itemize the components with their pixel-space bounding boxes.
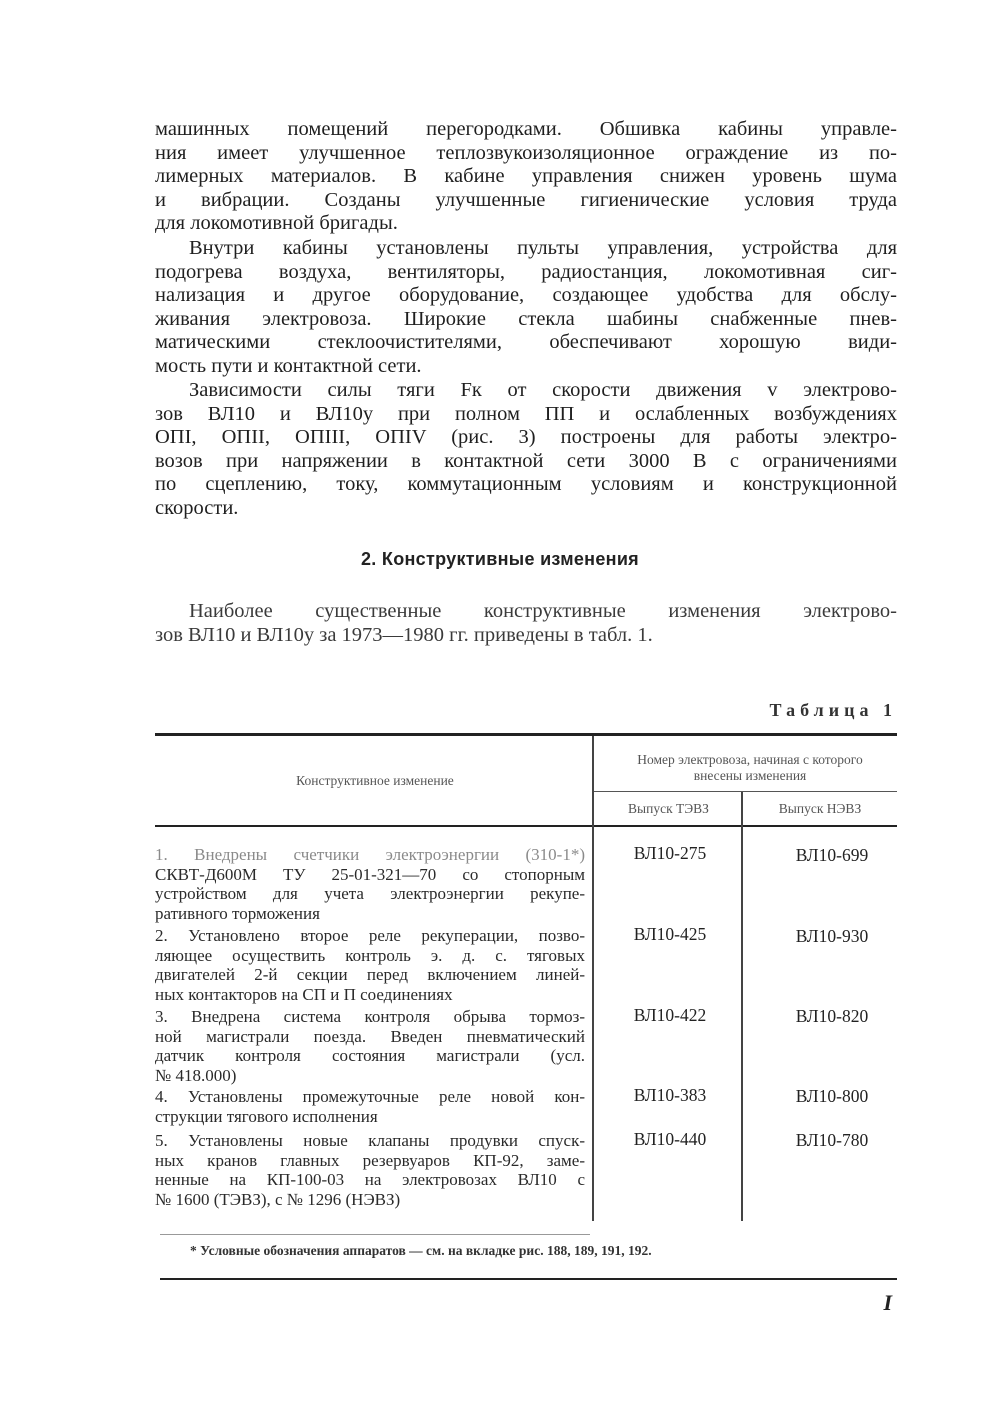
row-nevz-value: ВЛ10-800 xyxy=(795,1086,869,1106)
text-line: Наиболее существенные конструктивные изменения электрово- xyxy=(189,600,897,622)
row-text-line: № 418.000) xyxy=(155,1065,237,1085)
subheader-rule xyxy=(592,791,897,792)
text-line: Зависимости силы тяги Fк от скорости движения v электрово- xyxy=(189,379,897,401)
row-text-line: ной магистрали поезда. Введен пневматический xyxy=(155,1026,585,1046)
paragraph-4 xyxy=(155,600,897,647)
header-nevz: Выпуск НЭВЗ xyxy=(778,801,862,816)
text-line: зов ВЛ10 и ВЛ10у за 1973—1980 гг. приведены в табл. 1. xyxy=(155,623,653,646)
row-text-line: ляющее осуществить контроль э. д. с. тяговых xyxy=(155,945,585,965)
text-line: возов при напряжении в контактной сети 3000 В с ограничениями xyxy=(155,449,897,472)
row-nevz-value: ВЛ10-699 xyxy=(795,845,869,865)
row-nevz-value: ВЛ10-780 xyxy=(795,1130,869,1150)
row-text-line: двигателей 2-й секции перед включением линей- xyxy=(155,965,585,984)
row-text-line: № 1600 (ТЭВЗ), с № 1296 (НЭВЗ) xyxy=(155,1189,401,1209)
table-caption: Таблица 1 xyxy=(769,700,897,720)
text-line: машинных помещений перегородками. Обшивка кабины управле- xyxy=(155,118,897,140)
row-text-line: устройством для учета электроэнергии рекупе- xyxy=(155,884,585,903)
row-text-line: датчик контроля состояния магистрали (усл. xyxy=(155,1046,585,1065)
header-tevz: Выпуск ТЭВЗ xyxy=(628,801,709,816)
row-tevz-value: ВЛ10-383 xyxy=(633,1085,707,1105)
text-line: подогрева воздуха, вентиляторы, радиостанция, локомотивная сиг- xyxy=(155,260,897,283)
paragraph-3 xyxy=(155,379,897,521)
row-text-line: ных кранов главных резервуаров КП-92, заме- xyxy=(155,1150,585,1170)
table-row xyxy=(155,926,585,1004)
row-tevz-value: ВЛ10-440 xyxy=(633,1129,707,1149)
table-row xyxy=(155,845,585,923)
text-line: лимерных материалов. В кабине управления снижен уровень шума xyxy=(155,165,897,188)
paragraph-2 xyxy=(155,237,897,379)
row-text-line: ненные на КП-100-03 на электровозах ВЛ10 с xyxy=(155,1170,585,1189)
row-nevz-value: ВЛ10-930 xyxy=(795,926,869,946)
table-row xyxy=(155,1131,585,1209)
table-top-rule xyxy=(155,733,897,736)
text-line: зов ВЛ10 и ВЛ10у при полном ПП и ослабленных возбуждениях xyxy=(155,402,897,425)
section-title: 2. Конструктивные изменения xyxy=(361,549,639,569)
row-text-line: 1. Внедрены счетчики электроэнергии (310-1*) xyxy=(155,845,585,864)
table-bottom-rule xyxy=(160,1234,590,1235)
row-text-line: ративного торможения xyxy=(155,903,320,923)
row-tevz-value: ВЛ10-422 xyxy=(633,1005,707,1025)
header-locomotive-number-group: Номер электровоза, начиная с которого внесены изменения xyxy=(637,752,863,783)
text-line: скорости. xyxy=(155,496,239,519)
table-row xyxy=(155,1087,585,1126)
text-line: матическими стеклоочистителями, обеспечивают хорошую види- xyxy=(155,331,897,354)
text-line: Внутри кабины установлены пульты управления, устройства для xyxy=(189,237,897,259)
footnote: * Условные обозначения аппаратов — см. на вкладке рис. 188, 189, 191, 192. xyxy=(190,1243,652,1258)
row-tevz-value: ВЛ10-425 xyxy=(633,924,707,944)
column-divider-1 xyxy=(592,736,594,1221)
paragraph-1 xyxy=(155,118,897,236)
text-line: нализация и другое оборудование, создающее удобства для обслу- xyxy=(155,284,897,307)
table-header-bottom-rule xyxy=(155,825,897,827)
row-text-line: 5. Установлены новые клапаны продувки спуск- xyxy=(155,1131,585,1150)
text-line: ния имеет улучшенное теплозвукоизоляционное ограждение из по- xyxy=(155,141,897,164)
table-row xyxy=(155,1007,585,1085)
text-line: для локомотивной бригады. xyxy=(155,212,398,235)
row-text-line: струкции тягового исполнения xyxy=(155,1106,378,1126)
text-line: живания электровоза. Широкие стекла шабины снабженные пнев- xyxy=(155,307,897,330)
text-line: по сцеплению, току, коммутационным условиям и конструкционной xyxy=(155,473,897,496)
header-construction-change: Конструктивное изменение xyxy=(296,773,454,788)
row-text-line: СКВТ-Д600М ТУ 25-01-321—70 со стопорным xyxy=(155,864,585,884)
text-line: и вибрации. Созданы улучшенные гигиенические условия труда xyxy=(155,188,897,211)
row-text-line: ных контакторов на СП и П соединениях xyxy=(155,984,453,1004)
row-text-line: 3. Внедрена система контроля обрыва тормоз- xyxy=(155,1007,585,1026)
text-line: ОПI, ОПII, ОПIII, ОПIV (рис. 3) построены для работы электро- xyxy=(155,426,897,449)
row-text-line: 4. Установлены промежуточные реле новой кон- xyxy=(155,1087,585,1106)
page-bottom-rule xyxy=(160,1278,897,1280)
text-line: мость пути и контактной сети. xyxy=(155,354,422,377)
page-number: I xyxy=(883,1290,892,1315)
row-tevz-value: ВЛ10-275 xyxy=(633,843,707,863)
row-nevz-value: ВЛ10-820 xyxy=(795,1006,869,1026)
row-text-line: 2. Установлено второе реле рекуперации, позво- xyxy=(155,926,585,945)
